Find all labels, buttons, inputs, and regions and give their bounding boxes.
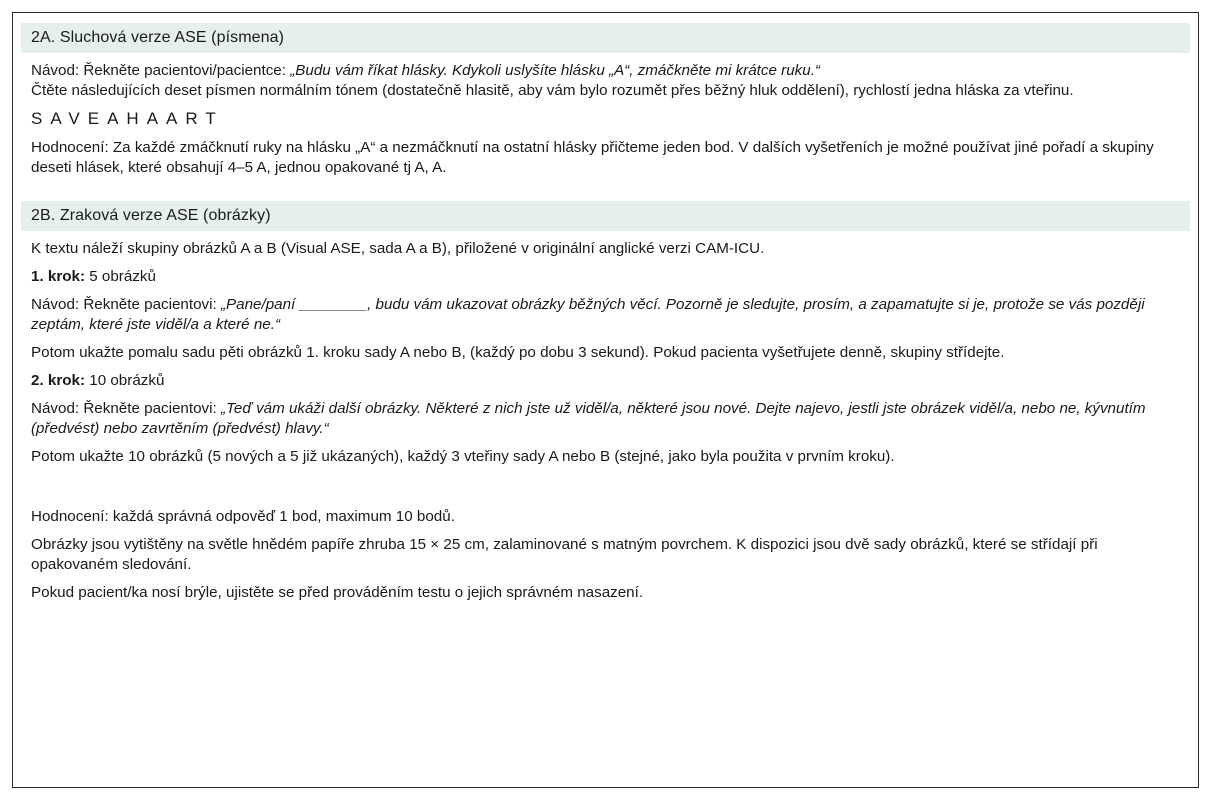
step2-instruction-quote: „Teď vám ukáži další obrázky. Některé z nich jste už viděl/a, některé jsou nové. Dejte najevo, jestli jste obrázek viděl/a, nebo ne, kývnutím (předvést) nebo zavrtěním (předvést) hlavy.“ — [31, 400, 1146, 437]
section-2a-reading-line: Čtěte následujících deset písmen normálním tónem (dostatečně hlasitě, aby vám bylo rozumět přes běžný hluk oddělení), rychlostí jedna hláska za vteřinu. — [31, 82, 1074, 99]
glasses-note: Pokud pacient/ka nosí brýle, ujistěte se před prováděním testu o jejich správném nasazení. — [31, 584, 644, 601]
step1-label: 1. krok: — [31, 268, 86, 285]
section-2b-intro: K textu náleží skupiny obrázků A a B (Visual ASE, sada A a B), přiložené v originální anglické verzi CAM-ICU. — [31, 240, 765, 257]
document-frame — [12, 12, 1199, 788]
step2-instruction-prefix: Návod: Řekněte pacientovi: — [31, 400, 221, 417]
instruction-prefix: Návod: Řekněte pacientovi/pacientce: — [31, 62, 291, 79]
step2-heading — [31, 371, 1180, 391]
step1-instruction-prefix: Návod: Řekněte pacientovi: — [31, 296, 221, 313]
section-2a-scoring: Hodnocení: Za každé zmáčknutí ruky na hlásku „A“ a nezmáčknutí na ostatní hlásky přičteme jeden bod. V dalších vyšetřeních je možné používat jiné pořadí a skupiny deseti hlásek, které obsahují 4–5 A, jednou opakované tj A, A. — [31, 139, 1154, 176]
instruction-quote: „Budu vám říkat hlásky. Kdykoli uslyšíte hlásku „A“, zmáčkněte mi krátce ruku.“ — [290, 62, 820, 79]
step2-value: 10 obrázků — [85, 372, 165, 389]
section-2b-scoring: Hodnocení: každá správná odpověď 1 bod, maximum 10 bodů. — [31, 508, 455, 525]
step1-instruction — [31, 295, 1180, 335]
step1-heading — [31, 267, 1180, 287]
step1-show: Potom ukažte pomalu sadu pěti obrázků 1. kroku sady A nebo B, (každý po dobu 3 sekund). Pokud pacienta vyšetřujete denně, skupiny střídejte. — [31, 344, 1005, 361]
section-2a-heading: 2A. Sluchová verze ASE (písmena) — [21, 23, 1190, 53]
step2-instruction — [31, 399, 1180, 439]
pictures-note: Obrázky jsou vytištěny na světle hnědém papíře zhruba 15 × 25 cm, zalaminované s matným povrchem. K dispozici jsou dvě sady obrázků, které se střídají při opakovaném sledování. — [31, 536, 1098, 573]
step2-show: Potom ukažte 10 obrázků (5 nových a 5 již ukázaných), každý 3 vteřiny sady A nebo B (stejné, jako byla použita v prvním kroku). — [31, 448, 895, 465]
section-2a-instruction — [31, 61, 1180, 81]
step2-label: 2. krok: — [31, 372, 86, 389]
step1-instruction-quote: „Pane/paní ________, budu vám ukazovat obrázky běžných věcí. Pozorně je sledujte, prosím, a zapamatujte si je, protože se vás později zeptám, které jste viděl/a a které ne.“ — [31, 296, 1145, 333]
step1-value: 5 obrázků — [85, 268, 156, 285]
letter-sequence: SAVEAHAART — [31, 109, 224, 128]
section-2b-heading: 2B. Zraková verze ASE (obrázky) — [21, 201, 1190, 231]
